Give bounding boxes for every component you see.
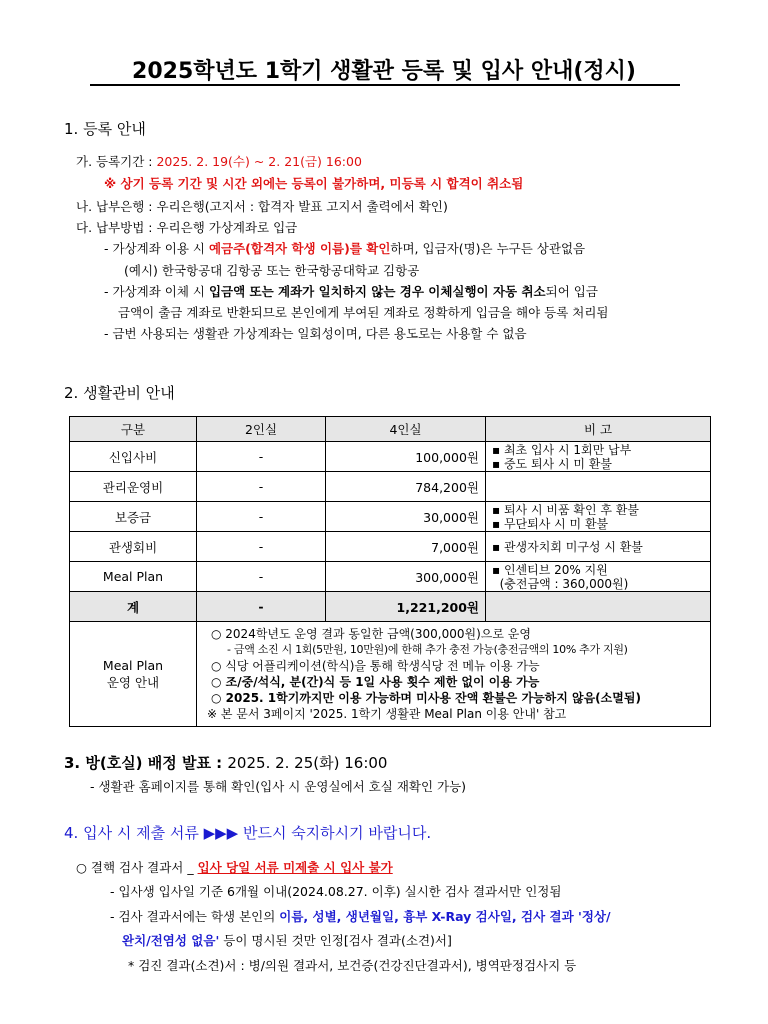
meal-line: - 금액 소진 시 1회(5만원, 10만원)에 한해 추가 충전 가능(충전금액의 10% 추가 지원)	[227, 643, 628, 656]
tb-test-note-2	[110, 907, 611, 925]
table-row	[70, 442, 711, 472]
row-name: 관리운영비	[70, 472, 197, 502]
meal-line: ○ 2024학년도 운영 결과 동일한 금액(300,000원)으로 운영	[211, 627, 531, 641]
row-name: Meal Plan	[70, 562, 197, 592]
remark-line: ▪ 중도 퇴사 시 미 환불	[492, 456, 612, 471]
row-4-person: 784,200원	[326, 472, 486, 502]
remark-line: ▪ 무단퇴사 시 미 환불	[492, 516, 609, 531]
row-remarks	[486, 562, 711, 592]
payment-method: 다. 납부방법 : 우리은행 가상계좌로 입금	[76, 220, 298, 235]
meal-plan-details	[197, 622, 711, 727]
payment-bank: 나. 납부은행 : 우리은행(고지서 : 합격자 발표 고지서 출력에서 확인)	[76, 199, 448, 214]
row-2-person: -	[197, 472, 326, 502]
row-name: 신입사비	[70, 442, 197, 472]
row-2-person: -	[197, 562, 326, 592]
header-category: 구분	[70, 417, 197, 442]
meal-label-line: 운영 안내	[106, 674, 160, 690]
note-1-pre: - 가상계좌 이용 시	[104, 241, 209, 256]
registration-period	[76, 152, 362, 170]
row-2-person: -	[197, 532, 326, 562]
row-4-person: 7,000원	[326, 532, 486, 562]
remark-line: ▪ 최초 입사 시 1회만 납부	[492, 442, 632, 457]
remark-line: ▪ 퇴사 시 비품 확인 후 환불	[492, 502, 639, 517]
room-assignment-label: 3. 방(호실) 배정 발표 :	[64, 754, 228, 772]
remark-line: (충전금액 : 360,000원)	[492, 576, 629, 591]
remark-line: ▪ 인센티브 20% 지원	[492, 562, 608, 577]
row-name: 관생회비	[70, 532, 197, 562]
note-2-post: 되어 입금	[545, 284, 598, 299]
registration-period-label: 가. 등록기간 :	[76, 154, 157, 169]
meal-line: ※ 본 문서 3페이지 '2025. 1학기 생활관 Meal Plan 이용 안내' 참고	[207, 707, 567, 721]
fee-table	[69, 416, 711, 727]
section-3-heading	[64, 752, 387, 773]
tb-note-2-pre: - 검사 결과서에는 학생 본인의	[110, 909, 280, 924]
row-2-person: -	[197, 442, 326, 472]
total-remarks	[486, 592, 711, 622]
page-title: 2025학년도 1학기 생활관 등록 및 입사 안내(정시)	[132, 59, 636, 84]
row-remarks	[486, 442, 711, 472]
total-row	[70, 592, 711, 622]
meal-plan-row	[70, 622, 711, 727]
section-2-heading: 2. 생활관비 안내	[64, 384, 175, 402]
remark-line: ▪ 관생자치회 미구성 시 환불	[492, 539, 643, 554]
total-4-person: 1,221,200원	[326, 592, 486, 622]
total-name: 계	[70, 592, 197, 622]
tb-note-3-highlight: 완치/전염성 없음'	[122, 933, 220, 948]
section-4-heading: 4. 입사 시 제출 서류 ▶▶▶ 반드시 숙지하시기 바랍니다.	[64, 824, 432, 842]
tb-test-label: ○ 결핵 검사 결과서 _	[76, 860, 198, 875]
table-row	[70, 472, 711, 502]
payment-note-1	[104, 239, 585, 257]
registration-warning: ※ 상기 등록 기간 및 시간 외에는 등록이 불가하며, 미등록 시 합격이 취소됨	[104, 176, 524, 191]
payment-note-2-line2: 금액이 출금 계좌로 반환되므로 본인에게 부여된 계좌로 정확하게 입금을 해야 등록 처리됨	[118, 305, 609, 320]
header-2-person: 2인실	[197, 417, 326, 442]
row-name: 보증금	[70, 502, 197, 532]
note-2-bold: 입금액 또는 계좌가 일치하지 않는 경우 이체실행이 자동 취소	[208, 284, 546, 299]
tb-test-note-4: * 검진 결과(소견)서 : 병/의원 결과서, 보건증(건강진단결과서), 병역판정검사지 등	[128, 958, 577, 973]
fee-table-header	[70, 417, 711, 442]
meal-plan-label	[70, 622, 197, 727]
row-4-person: 30,000원	[326, 502, 486, 532]
row-4-person: 100,000원	[326, 442, 486, 472]
row-4-person: 300,000원	[326, 562, 486, 592]
tb-note-2-highlight: 이름, 성별, 생년월일, 흉부 X-Ray 검사일, 검사 결과 '정상/	[279, 909, 611, 924]
payment-note-2	[104, 282, 598, 300]
note-2-pre: - 가상계좌 이체 시	[104, 284, 209, 299]
note-1-post: 하며, 입금자(명)은 누구든 상관없음	[390, 241, 586, 256]
table-row	[70, 532, 711, 562]
row-remarks	[486, 502, 711, 532]
payment-note-3: - 금번 사용되는 생활관 가상계좌는 일회성이며, 다른 용도로는 사용할 수 없음	[104, 326, 527, 341]
payment-example: (예시) 한국항공대 김항공 또는 한국항공대학교 김항공	[124, 263, 420, 278]
meal-line: ○ 식당 어플리케이션(학식)을 통해 학생식당 전 메뉴 이용 가능	[211, 659, 540, 673]
tb-test-item	[76, 858, 393, 876]
table-row	[70, 502, 711, 532]
tb-test-warning: 입사 당일 서류 미제출 시 입사 불가	[197, 860, 393, 875]
room-assignment-date: 2025. 2. 25(화) 16:00	[227, 754, 388, 772]
registration-period-value: 2025. 2. 19(수) ~ 2. 21(금) 16:00	[156, 154, 362, 169]
meal-line: ○ 2025. 1학기까지만 이용 가능하며 미사용 잔액 환불은 가능하지 않음(소멸됨)	[211, 691, 641, 705]
tb-note-3-post: 등이 명시된 것만 인정[검사 결과(소견)서]	[219, 933, 452, 948]
header-remarks: 비 고	[486, 417, 711, 442]
tb-test-note-1: - 입사생 입사일 기준 6개월 이내(2024.08.27. 이후) 실시한 검사 결과서만 인정됨	[110, 884, 562, 899]
meal-label-line: Meal Plan	[102, 657, 164, 673]
room-assignment-note: - 생활관 홈페이지를 통해 확인(입사 시 운영실에서 호실 재확인 가능)	[90, 779, 467, 794]
table-row	[70, 562, 711, 592]
header-4-person: 4인실	[326, 417, 486, 442]
section-1-heading: 1. 등록 안내	[64, 120, 146, 138]
row-2-person: -	[197, 502, 326, 532]
tb-test-note-3	[122, 931, 452, 949]
total-2-person: -	[197, 592, 326, 622]
meal-line: ○ 조/중/석식, 분(간)식 등 1일 사용 횟수 제한 없이 이용 가능	[211, 675, 540, 689]
note-1-highlight: 예금주(합격자 학생 이름)를 확인	[208, 241, 391, 256]
title-underline	[90, 84, 680, 86]
row-remarks	[486, 472, 711, 502]
row-remarks	[486, 532, 711, 562]
